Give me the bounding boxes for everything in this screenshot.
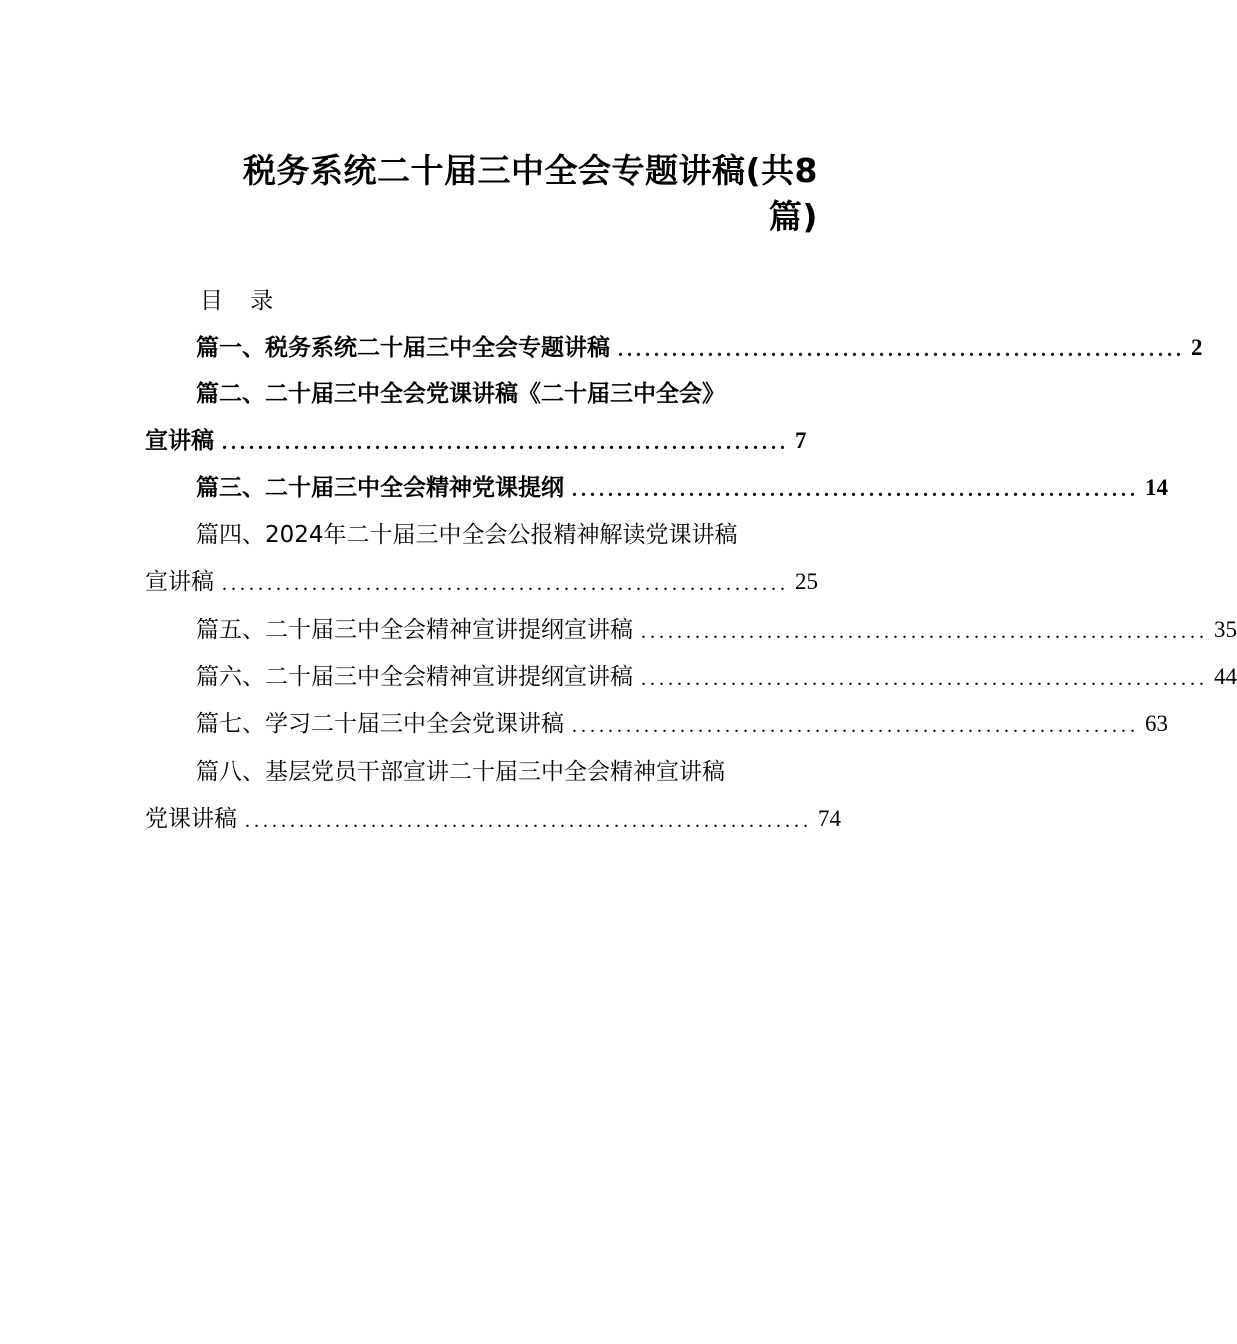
toc-entry-page-number: 25 <box>795 569 818 594</box>
toc-heading: 目 录 <box>200 288 284 314</box>
toc-entry-page-number: 44 <box>1214 664 1237 689</box>
toc-entry-label-continued: 党课讲稿 <box>145 806 237 832</box>
toc-leader-dots: ............................................................... <box>641 621 1208 643</box>
toc-entry-4-line-1[interactable] <box>196 517 806 551</box>
toc-leader-dots: ............................................................... <box>618 339 1185 361</box>
toc-entry-page-number: 74 <box>818 806 841 831</box>
toc-entry-8-line-1[interactable] <box>196 754 806 788</box>
toc-entry-label: 篇五、二十届三中全会精神宣讲提纲宣讲稿 <box>196 617 633 643</box>
toc-entry-label-continued: 宣讲稿 <box>145 428 214 454</box>
document-title-line-1: 税务系统二十届三中全会专题讲稿(共8 <box>242 151 818 190</box>
toc-entry-3[interactable] <box>196 470 1168 504</box>
toc-entry-label: 篇四、2024年二十届三中全会公报精神解读党课讲稿 <box>196 522 738 548</box>
toc-entry-label: 篇六、二十届三中全会精神宣讲提纲宣讲稿 <box>196 664 633 690</box>
toc-entry-label: 篇七、学习二十届三中全会党课讲稿 <box>196 711 564 737</box>
document-title-line-2: 篇) <box>768 197 818 236</box>
toc-entry-label: 篇八、基层党员干部宣讲二十届三中全会精神宣讲稿 <box>196 759 725 785</box>
toc-entry-2-line-1[interactable] <box>196 376 800 410</box>
toc-entry-label: 篇一、税务系统二十届三中全会专题讲稿 <box>196 335 610 361</box>
toc-entry-label: 篇二、二十届三中全会党课讲稿《二十届三中全会》 <box>196 381 725 407</box>
toc-entry-7[interactable] <box>196 706 1168 740</box>
toc-entry-5[interactable] <box>196 612 1237 646</box>
toc-entry-page-number: 14 <box>1145 475 1168 500</box>
toc-entry-page-number: 35 <box>1214 617 1237 642</box>
toc-leader-dots: ............................................................... <box>245 810 812 832</box>
toc-entry-label-continued: 宣讲稿 <box>145 569 214 595</box>
toc-leader-dots: ............................................................... <box>222 573 789 595</box>
toc-entry-6[interactable] <box>196 659 1237 693</box>
toc-entry-label: 篇三、二十届三中全会精神党课提纲 <box>196 475 564 501</box>
toc-entry-1[interactable] <box>196 330 1203 364</box>
toc-leader-dots: ............................................................... <box>572 715 1139 737</box>
toc-entry-page-number: 2 <box>1191 335 1203 360</box>
toc-leader-dots: ............................................................... <box>641 668 1208 690</box>
toc-entry-2-line-2[interactable] <box>145 423 807 457</box>
toc-entry-8-line-2[interactable] <box>145 801 841 835</box>
toc-entry-4-line-2[interactable] <box>145 564 818 598</box>
toc-entry-page-number: 7 <box>795 428 807 453</box>
toc-leader-dots: ............................................................... <box>222 432 789 454</box>
toc-leader-dots: ............................................................... <box>572 479 1139 501</box>
document-title <box>190 148 818 240</box>
toc-entry-page-number: 63 <box>1145 711 1168 736</box>
